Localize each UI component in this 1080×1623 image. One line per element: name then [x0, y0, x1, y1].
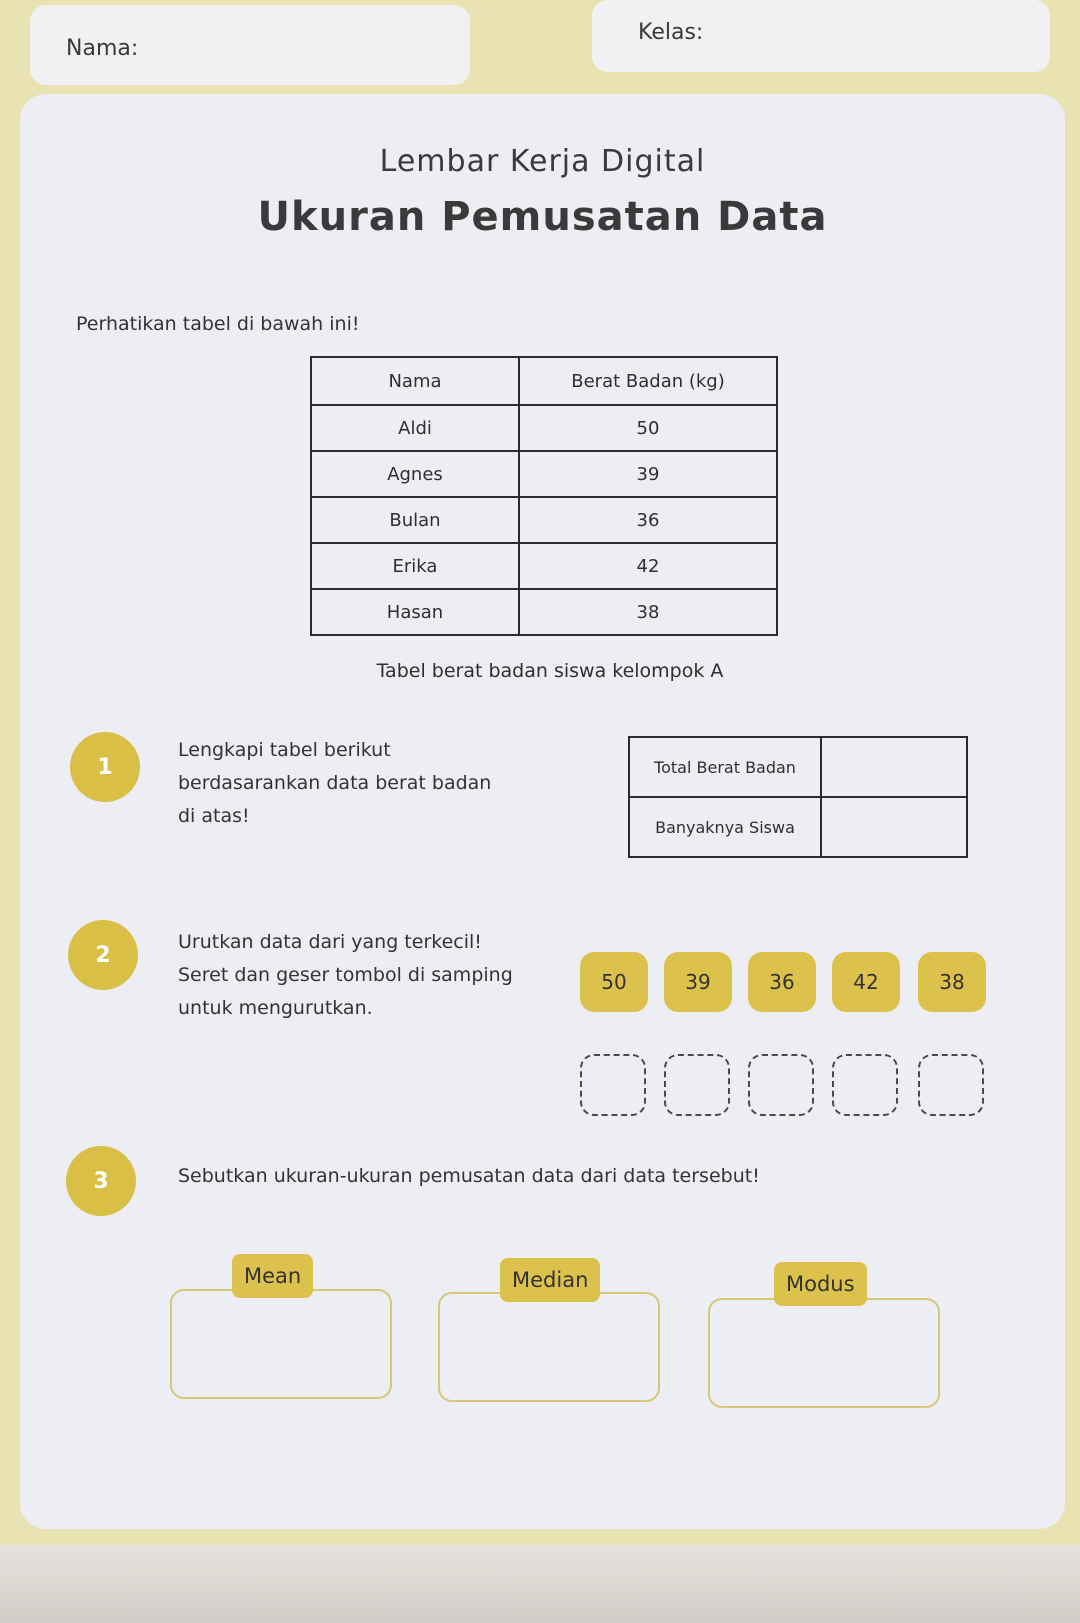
drop-slot[interactable]	[748, 1054, 814, 1116]
summary-table	[628, 736, 968, 858]
drop-slot[interactable]	[832, 1054, 898, 1116]
header-nama: Nama	[311, 357, 519, 405]
mean-label: Mean	[232, 1254, 313, 1298]
table-row	[311, 543, 777, 589]
kelas-label: Kelas:	[638, 20, 704, 45]
q2-line: Seret dan geser tombol di samping	[178, 964, 513, 986]
question-1-text	[178, 734, 491, 833]
page-title: Ukuran Pemusatan Data	[257, 194, 828, 240]
drag-chip[interactable]: 39	[664, 952, 732, 1012]
question-2-badge: 2	[68, 920, 138, 990]
median-answer-box[interactable]	[438, 1292, 660, 1402]
summary-label-count: Banyaknya Siswa	[629, 797, 821, 857]
intro-text: Perhatikan tabel di bawah ini!	[76, 313, 360, 335]
q2-line: untuk mengurutkan.	[178, 997, 373, 1019]
table-row	[311, 589, 777, 635]
modus-answer-box[interactable]	[708, 1298, 940, 1408]
mean-answer-box[interactable]	[170, 1289, 392, 1399]
drag-chip[interactable]: 36	[748, 952, 816, 1012]
drop-slot[interactable]	[580, 1054, 646, 1116]
table-header-row	[311, 357, 777, 405]
weight-table	[310, 356, 778, 636]
cell-berat: 42	[519, 543, 777, 589]
modus-label: Modus	[774, 1262, 867, 1306]
cell-nama: Aldi	[311, 405, 519, 451]
summary-row	[629, 737, 967, 797]
drag-chip[interactable]: 42	[832, 952, 900, 1012]
question-2-text	[178, 926, 513, 1025]
median-label: Median	[500, 1258, 600, 1302]
drop-slot[interactable]	[918, 1054, 984, 1116]
cell-berat: 50	[519, 405, 777, 451]
summary-row	[629, 797, 967, 857]
q1-line: Lengkapi tabel berikut	[178, 739, 391, 761]
table-caption: Tabel berat badan siswa kelompok A	[376, 660, 724, 682]
q1-line: berdasarankan data berat badan	[178, 772, 492, 794]
cell-nama: Hasan	[311, 589, 519, 635]
table-row	[311, 405, 777, 451]
nama-label: Nama:	[66, 36, 139, 61]
drop-slot[interactable]	[664, 1054, 730, 1116]
cell-nama: Agnes	[311, 451, 519, 497]
question-1-badge: 1	[70, 732, 140, 802]
drag-chip[interactable]: 38	[918, 952, 986, 1012]
table-row	[311, 497, 777, 543]
cell-berat: 36	[519, 497, 777, 543]
q2-line: Urutkan data dari yang terkecil!	[178, 931, 482, 953]
cell-berat: 39	[519, 451, 777, 497]
question-3-badge: 3	[66, 1146, 136, 1216]
page-bottom-edge	[0, 1545, 1080, 1623]
question-3-text: Sebutkan ukuran-ukuran pemusatan data dari data tersebut!	[178, 1165, 760, 1187]
summary-label-total: Total Berat Badan	[629, 737, 821, 797]
cell-berat: 38	[519, 589, 777, 635]
drag-chip[interactable]: 50	[580, 952, 648, 1012]
cell-nama: Erika	[311, 543, 519, 589]
worksheet	[20, 94, 1065, 1529]
table-row	[311, 451, 777, 497]
subtitle: Lembar Kerja Digital	[379, 144, 706, 179]
q1-line: di atas!	[178, 805, 250, 827]
summary-input-total[interactable]	[821, 737, 967, 797]
summary-input-count[interactable]	[821, 797, 967, 857]
cell-nama: Bulan	[311, 497, 519, 543]
header-berat: Berat Badan (kg)	[519, 357, 777, 405]
